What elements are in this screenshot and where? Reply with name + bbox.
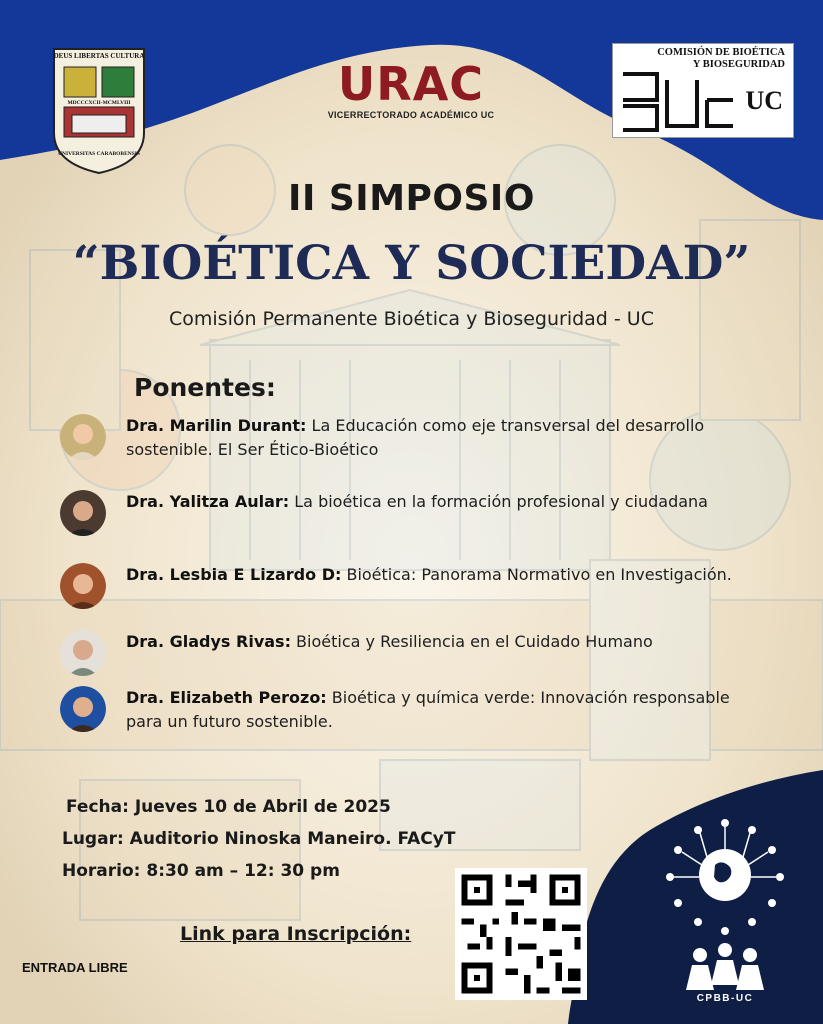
uc-seal-years: MDCCCXCII-MCMLVIII [67, 100, 131, 106]
speaker-item [60, 490, 760, 550]
speaker-talk: Bioética y Resiliencia en el Cuidado Humano [290, 632, 653, 651]
uc-seal-logo [50, 45, 148, 175]
speaker-talk: Bioética y química verde: Innovación responsable para un futuro sostenible. [126, 688, 730, 731]
speaker-item [60, 630, 760, 690]
speaker-name: Dra. Lesbia E Lizardo D: [126, 565, 342, 584]
comision-logo-line2: Y BIOSEGURIDAD [692, 59, 785, 70]
globe-people-icon [660, 815, 790, 1005]
speaker-name: Dra. Marilin Durant: [126, 416, 307, 435]
event-organizer: Comisión Permanente Bioética y Bioseguridad - UC [169, 308, 654, 330]
comision-logo-uc: UC [745, 86, 783, 115]
speaker-item [60, 686, 760, 746]
event-title: “BIOÉTICA Y SOCIEDAD” [72, 236, 751, 291]
comision-logo-mark-icon [617, 60, 737, 134]
urac-subtitle: VICERRECTORADO ACADÉMICO UC [327, 110, 495, 120]
speaker-talk: La bioética en la formación profesional y ciudadana [289, 492, 708, 511]
speaker-name: Dra. Yalitza Aular: [126, 492, 290, 511]
speaker-talk: Bioética: Panorama Normativo en Investigación. [341, 565, 732, 584]
registration-link-label[interactable]: Link para Inscripción: [180, 923, 412, 945]
uc-seal-motto: DEUS LIBERTAS CULTURA [53, 52, 145, 60]
comision-bioetica-logo [612, 43, 794, 138]
uc-seal-name: UNIVERSITAS CARABOBENSIS [58, 151, 140, 157]
comision-logo-line1: COMISIÓN DE BIOÉTICA [657, 47, 785, 58]
speaker-avatar [60, 630, 106, 676]
speaker-name: Dra. Gladys Rivas: [126, 632, 291, 651]
speaker-name: Dra. Elizabeth Perozo: [126, 688, 327, 707]
event-edition: II SIMPOSIO [288, 178, 535, 219]
event-time: Horario: 8:30 am – 12: 30 pm [62, 861, 340, 881]
speaker-avatar [60, 414, 106, 460]
urac-wordmark: URAC [337, 57, 485, 111]
speaker-item [60, 563, 760, 623]
speaker-item [60, 414, 760, 474]
event-date: Fecha: Jueves 10 de Abril de 2025 [66, 797, 391, 817]
qr-code-icon[interactable] [455, 868, 587, 1000]
event-place: Lugar: Auditorio Ninoska Maneiro. FACyT [62, 829, 456, 849]
cpbb-uc-label: CPBB-UC [696, 993, 754, 1004]
free-admission-label: ENTRADA LIBRE [22, 960, 128, 975]
speaker-avatar [60, 490, 106, 536]
urac-logo [318, 58, 504, 130]
speakers-heading: Ponentes: [134, 373, 276, 402]
speaker-avatar [60, 563, 106, 609]
speaker-talk: La Educación como eje transversal del desarrollo sostenible. El Ser Ético-Bioético [126, 416, 705, 459]
speaker-avatar [60, 686, 106, 732]
